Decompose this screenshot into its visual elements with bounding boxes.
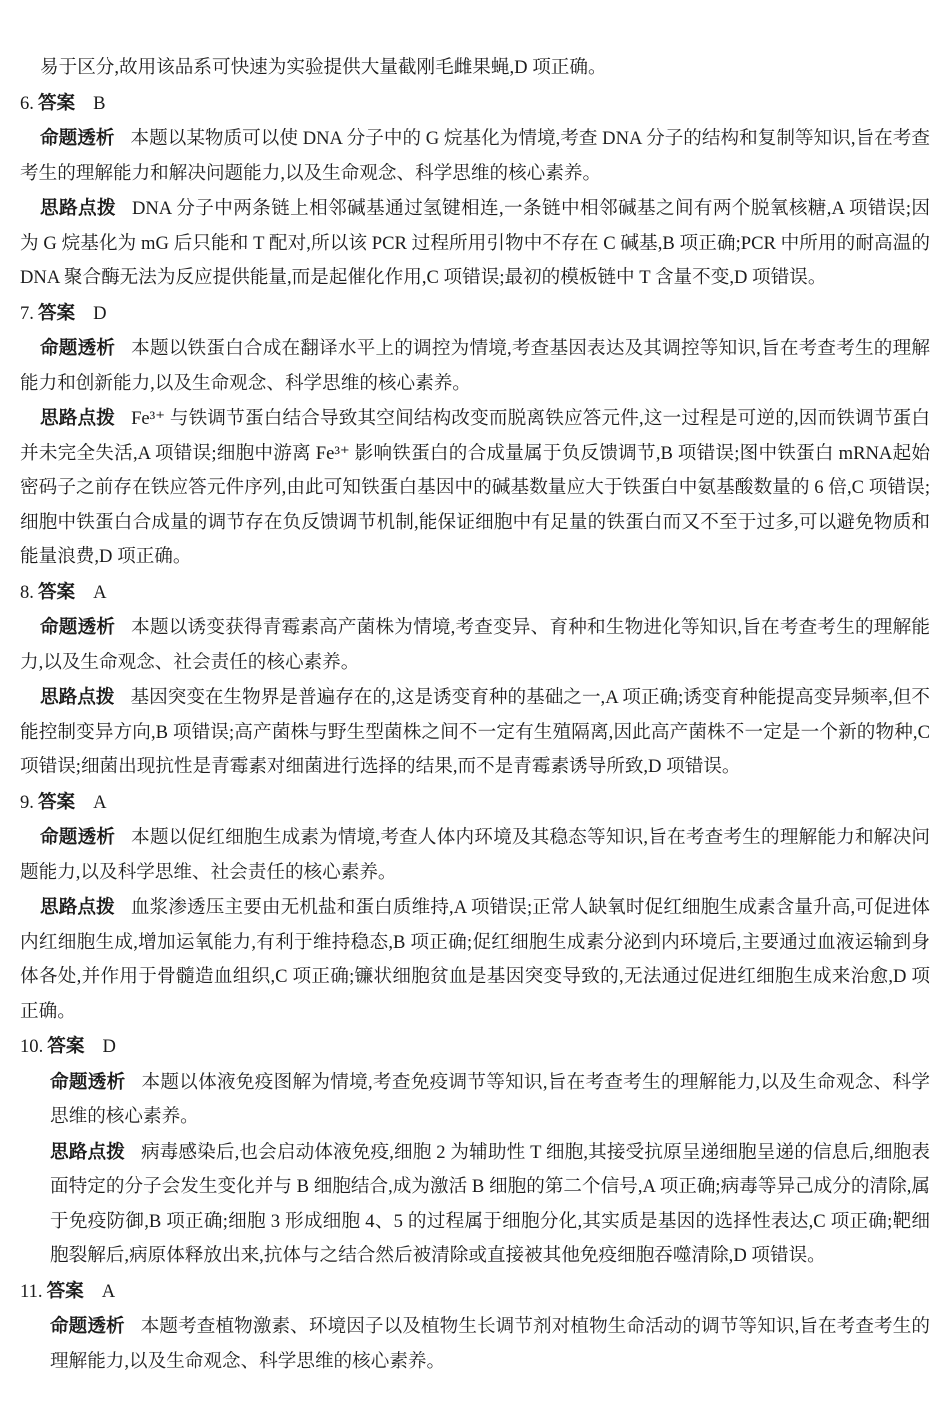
item-number: 7. (20, 302, 34, 324)
answer-value: A (101, 1280, 116, 1302)
hint-paragraph (20, 191, 930, 296)
answer-item (0, 1274, 950, 1380)
analysis-text: 本题以铁蛋白合成在翻译水平上的调控为情境,考查基因表达及其调控等知识,旨在考查考生的理解能力和创新能力,以及生命观念、科学思维的核心素养。 (20, 338, 930, 394)
hint-label: 思路点拨 (50, 1140, 125, 1162)
analysis-label: 命题透析 (40, 616, 116, 637)
answer-value: A (93, 581, 107, 603)
hint-paragraph (20, 680, 930, 785)
analysis-text: 本题考查植物激素、环境因子以及植物生长调节剂对植物生命活动的调节等知识,旨在考查考生的理解能力,以及生命观念、科学思维的核心素养。 (50, 1316, 930, 1372)
answer-label: 答案 (37, 790, 76, 812)
item-number: 8. (20, 581, 34, 603)
analysis-paragraph (20, 121, 930, 191)
hint-paragraph (50, 1135, 930, 1274)
hint-paragraph (20, 401, 930, 575)
analysis-text: 本题以诱变获得青霉素高产菌株为情境,考查变异、育种和生物进化等知识,旨在考查考生的理解能力,以及生命观念、社会责任的核心素养。 (20, 617, 930, 673)
analysis-label: 命题透析 (50, 1315, 125, 1336)
answer-label: 答案 (37, 580, 76, 602)
answer-line (20, 1274, 950, 1310)
item-number: 9. (20, 791, 34, 813)
answer-line (20, 296, 950, 332)
hint-text: DNA 分子中两条链上相邻碱基通过氢键相连,一条链中相邻碱基之间有两个脱氧核糖,A 项错误;因为 G 烷基化为 mG 后只能和 T 配对,所以该 PCR 过程所用引物中不存在 C 碱基,B 项正确;PCR 中所用的耐高温的 DNA 聚合酶无法为反应提供能量,而是起催化作用,C 项错误;最初的模板链中 T 含量不变,D 项错误。 (20, 198, 930, 288)
hint-label: 思路点拨 (40, 407, 116, 428)
hint-text: 基因突变在生物界是普遍存在的,这是诱变育种的基础之一,A 项正确;诱变育种能提高变异频率,但不能控制变异方向,B 项错误;高产菌株与野生型菌株之间不一定有生殖隔离,因此高产菌株不一定是一个新的物种,C 项错误;细菌出现抗性是青霉素对细菌进行选择的结果,而不是青霉素诱导所致,D 项错误。 (20, 687, 930, 777)
hint-label: 思路点拨 (40, 197, 116, 218)
analysis-paragraph (20, 820, 930, 890)
answer-item (0, 86, 950, 296)
answer-value: A (93, 791, 107, 813)
item-number: 10. (20, 1036, 44, 1057)
answer-line (20, 575, 950, 611)
analysis-label: 命题透析 (40, 826, 116, 847)
analysis-text: 本题以某物质可以使 DNA 分子中的 G 烷基化为情境,考查 DNA 分子的结构和复制等知识,旨在考查考生的理解能力和解决问题能力,以及生命观念、科学思维的核心素养。 (20, 128, 930, 184)
hint-text: 血浆渗透压主要由无机盐和蛋白质维持,A 项错误;正常人缺氧时促红细胞生成素含量升高,可促进体内红细胞生成,增加运氧能力,有利于维持稳态,B 项正确;促红细胞生成素分泌到内环境后,主要通过血液运输到身体各处,并作用于骨髓造血组织,C 项正确;镰状细胞贫血是基因突变导致的,无法通过促进红细胞生成来治愈,D 项正确。 (20, 897, 930, 1022)
analysis-paragraph (50, 1065, 930, 1135)
analysis-label: 命题透析 (50, 1070, 126, 1092)
item-number: 6. (20, 92, 34, 114)
answer-value: B (93, 92, 106, 114)
analysis-paragraph (50, 1309, 930, 1379)
answer-item (0, 575, 950, 785)
answer-label: 答案 (37, 91, 76, 113)
answer-label: 答案 (47, 1035, 85, 1056)
answer-item (0, 1029, 950, 1274)
analysis-paragraph (20, 610, 930, 680)
hint-paragraph (20, 890, 930, 1029)
answer-value: D (102, 1036, 116, 1057)
answer-label: 答案 (46, 1279, 84, 1301)
answer-label: 答案 (37, 301, 76, 323)
hint-text: Fe³⁺ 与铁调节蛋白结合导致其空间结构改变而脱离铁应答元件,这一过程是可逆的,因而铁调节蛋白并未完全失活,A 项错误;细胞中游离 Fe³⁺ 影响铁蛋白的合成量属于负反馈调节,B 项错误;图中铁蛋白 mRNA起始密码子之前存在铁应答元件序列,由此可知铁蛋白基因中的碱基数量应大于铁蛋白中氨基酸数量的 6 倍,C 项错误;细胞中铁蛋白合成量的调节存在负反馈调节机制,能保证细胞中有足量的铁蛋白而又不至于过多,可以避免物质和能量浪费,D 项正确。 (20, 408, 930, 567)
answer-line (20, 785, 950, 821)
item-number: 11. (20, 1280, 43, 1302)
answer-value: D (93, 302, 107, 324)
analysis-label: 命题透析 (40, 127, 115, 148)
answer-line (20, 86, 950, 122)
analysis-label: 命题透析 (40, 337, 116, 358)
continued-text: 易于区分,故用该品系可快速为实验提供大量截刚毛雌果蝇,D 项正确。 (40, 57, 607, 78)
hint-label: 思路点拨 (40, 896, 115, 917)
hint-text: 病毒感染后,也会启动体液免疫,细胞 2 为辅助性 T 细胞,其接受抗原呈递细胞呈递的信息后,细胞表面特定的分子会发生变化并与 B 细胞结合,成为激活 B 细胞的第二个信号,A 项正确;病毒等异己成分的清除,属于免疫防御,B 项正确;细胞 3 形成细胞 4、5 的过程属于细胞分化,其实质是基因的选择性表达,C 项正确;靶细胞裂解后,病原体释放出来,抗体与之结合然后被清除或直接被其他免疫细胞吞噬清除,D 项错误。 (50, 1141, 930, 1266)
answer-line (20, 1029, 950, 1065)
answer-item (0, 785, 950, 1030)
analysis-text: 本题以促红细胞生成素为情境,考查人体内环境及其稳态等知识,旨在考查考生的理解能力和解决问题能力,以及科学思维、社会责任的核心素养。 (20, 827, 930, 883)
answer-item (0, 296, 950, 575)
analysis-paragraph (20, 331, 930, 401)
analysis-text: 本题以体液免疫图解为情境,考查免疫调节等知识,旨在考查考生的理解能力,以及生命观念、科学思维的核心素养。 (50, 1071, 930, 1127)
hint-label: 思路点拨 (40, 686, 115, 707)
